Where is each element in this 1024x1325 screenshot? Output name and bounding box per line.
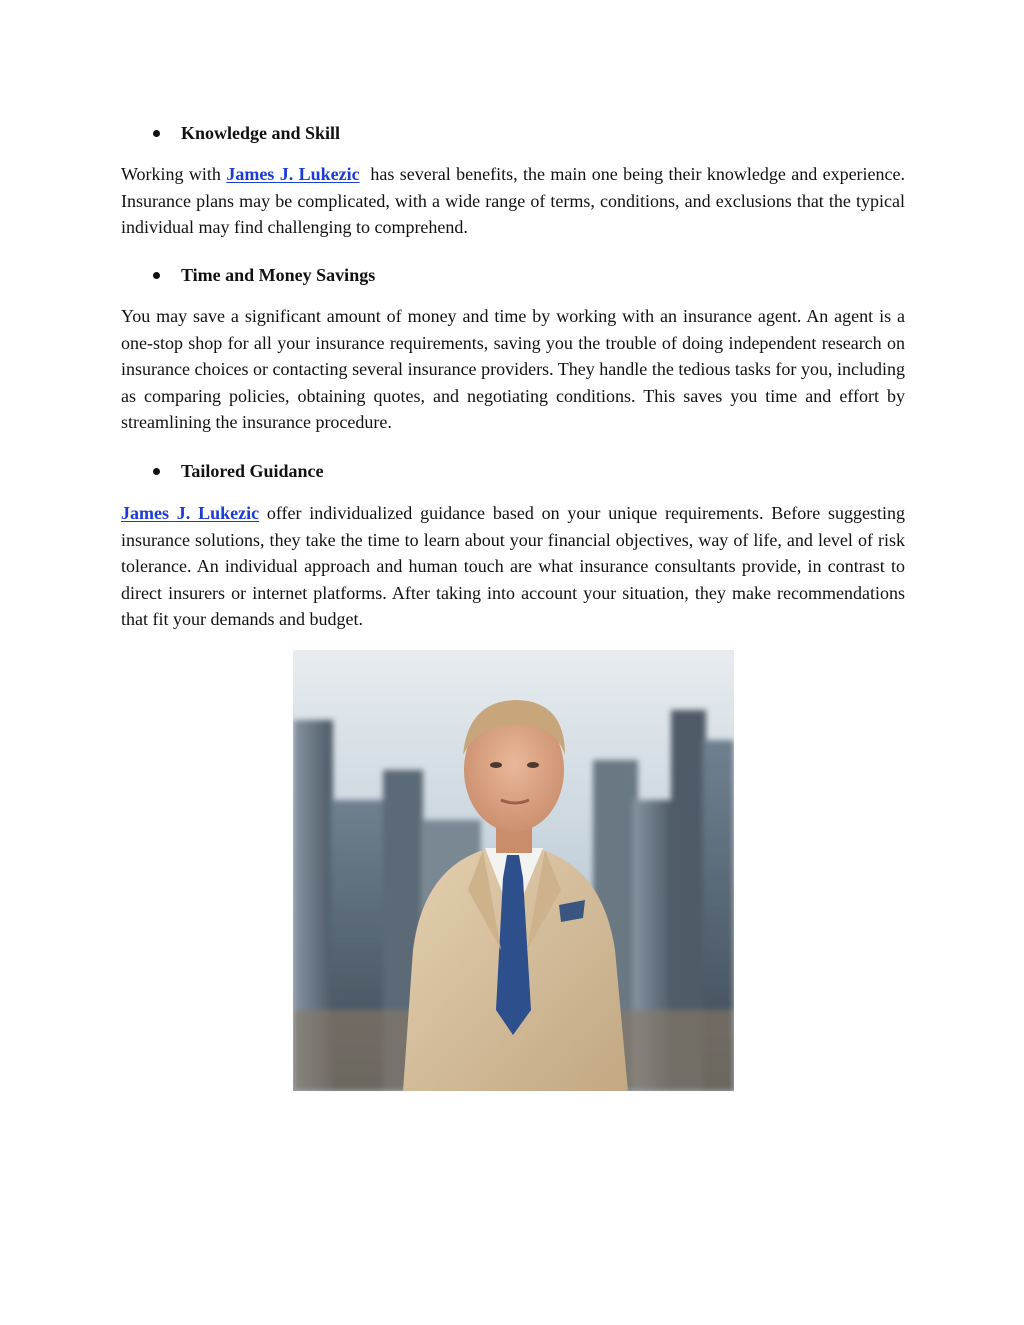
- heading-text: Time and Money Savings: [181, 265, 376, 285]
- james-lukezic-link[interactable]: James J. Lukezic: [226, 164, 360, 184]
- paragraph-guidance: James J. Lukezic offer individualized guidance based on your unique requirements. Before suggesting insurance solutions, they take the time to learn about your financial objectives, way of life, and level of risk tolerance. An individual approach and human touch are what insurance consultants provide, in contrast to direct insurers or internet platforms. After taking into account your situation, they make recommendations that fit your demands and budget.: [121, 503, 906, 630]
- bullet-icon: [153, 272, 160, 279]
- bullet-icon: [153, 130, 160, 137]
- paragraph-savings: You may save a significant amount of money and time by working with an insurance agent. An agent is a one-stop shop for all your insurance requirements, saving you the trouble of doing independent research on insurance choices or contacting several insurance providers. They handle the tedious tasks for you, including as comparing policies, obtaining quotes, and negotiating conditions. This saves you time and effort by streamlining the insurance procedure.: [121, 306, 905, 433]
- portrait-photo: [293, 650, 734, 1091]
- heading-text: Tailored Guidance: [181, 461, 324, 481]
- paragraph-knowledge: Working with James J. Lukezic has several benefits, the main one being their knowledge and experience. Insurance plans may be complicated, with a wide range of terms, conditions, and exclusions that the typical individual may find challenging to comprehend.: [121, 164, 910, 238]
- section-heading-guidance: [121, 458, 324, 484]
- section-heading-savings: [121, 262, 375, 288]
- heading-text: Knowledge and Skill: [181, 123, 341, 143]
- section-heading-knowledge: [121, 120, 340, 146]
- portrait-illustration: [293, 650, 734, 1091]
- bullet-icon: [153, 468, 160, 475]
- james-lukezic-link[interactable]: James J. Lukezic: [121, 503, 260, 523]
